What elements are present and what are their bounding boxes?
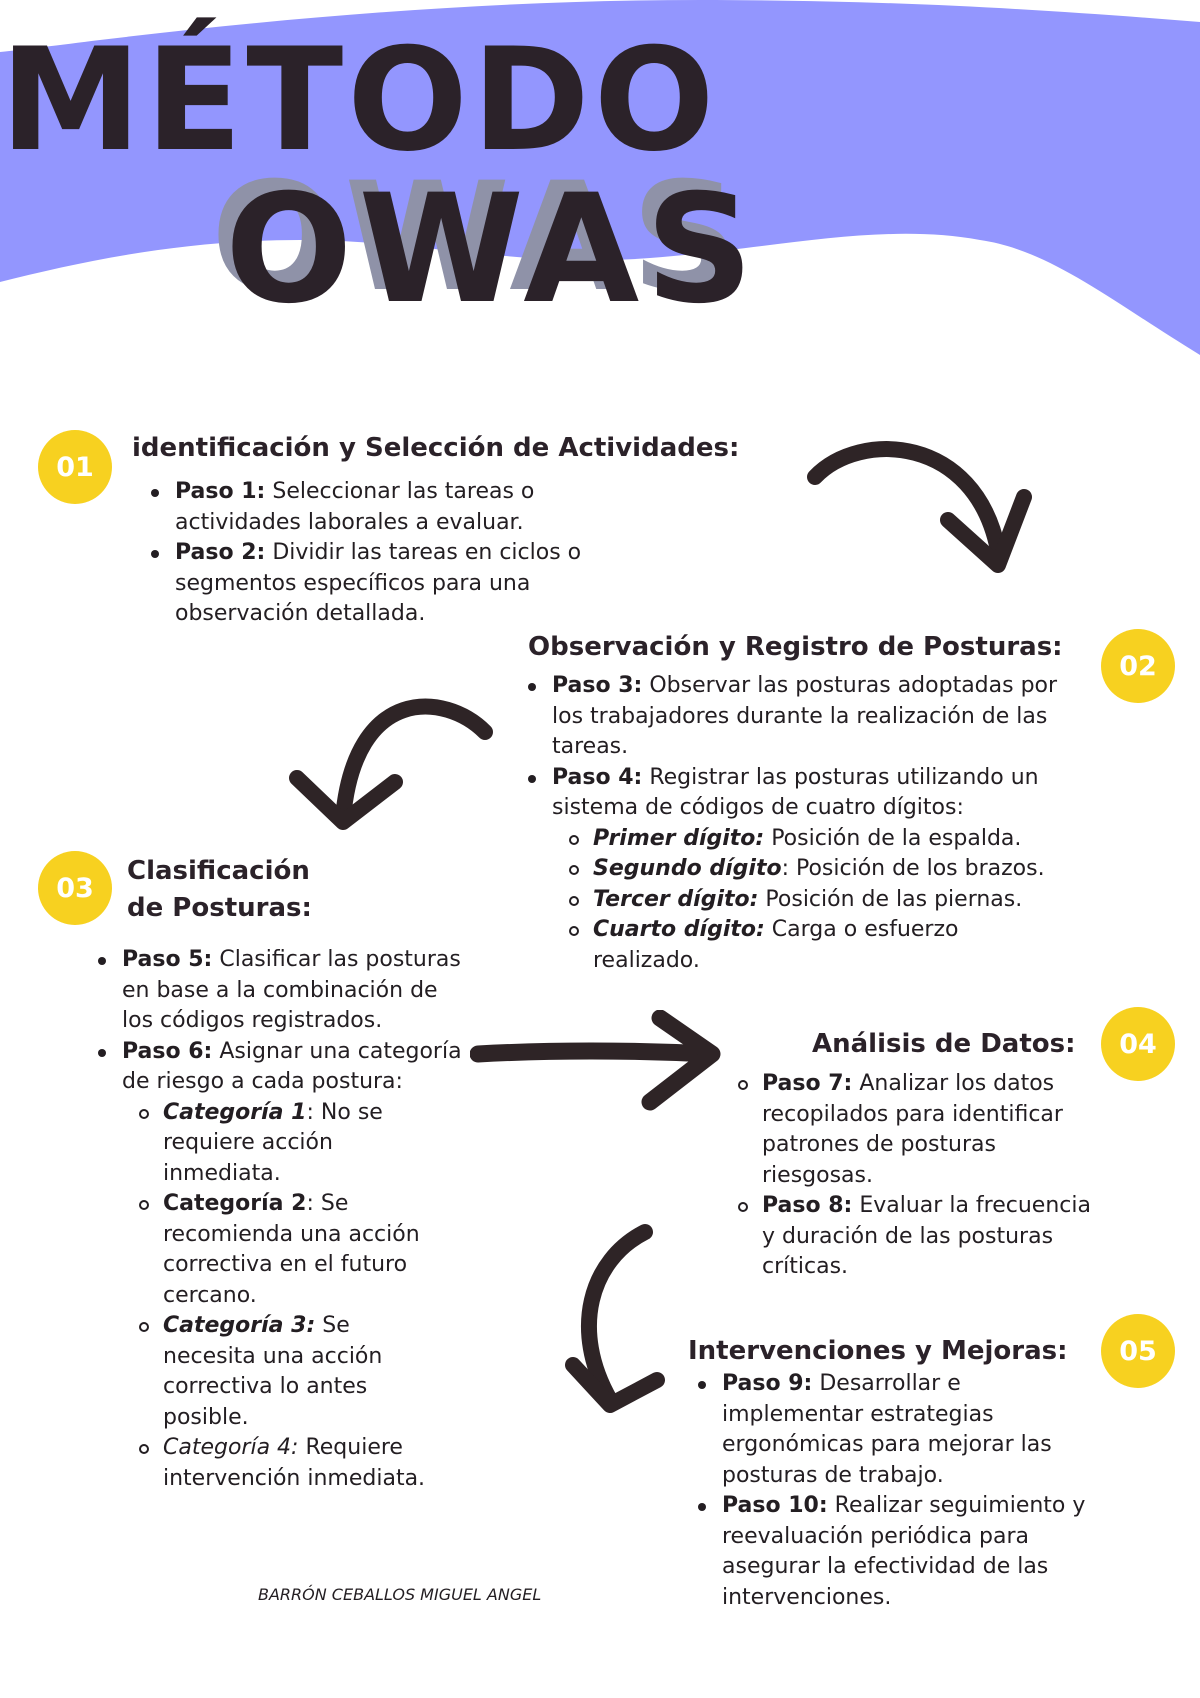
list-item: Paso 6: Asignar una categoría de riesgo a cada postura: Categoría 1: No se requiere acción inmediata. Categoría 2: Se recomienda una acción correctiva en el futuro cercano. Categoría 3: Se necesita una acción correctiva lo antes posible. Categoría 4: Requiere intervención inmediata. bbox=[95, 1037, 475, 1495]
step-badge-03: 03 bbox=[38, 851, 112, 925]
list-item: Paso 4: Registrar las posturas utilizando un sistema de códigos de cuatro dígitos: Primer dígito: Posición de la espalda. Segundo dígito: Posición de los brazos. Tercer dígito: Posición de las piernas. Cuarto dígito: Carga o esfuerzo realizado. bbox=[525, 763, 1085, 977]
step-badge-02: 02 bbox=[1101, 629, 1175, 703]
title-line-2: OWAS bbox=[225, 163, 760, 337]
sub-list-item: Cuarto dígito: Carga o esfuerzo realizado. bbox=[566, 915, 1085, 976]
list-item: Paso 5: Clasificar las posturas en base a la combinación de los códigos registrados. bbox=[95, 945, 475, 1037]
curved-arrow-icon bbox=[285, 690, 495, 840]
sub-list-item: Categoría 3: Se necesita una acción correctiva lo antes posible. bbox=[136, 1311, 435, 1433]
list-item: Paso 7: Analizar los datos recopilados para identificar patrones de posturas riesgosas. bbox=[735, 1069, 1110, 1191]
section-heading-03-line1: Clasificación bbox=[127, 856, 310, 886]
list-item: Paso 1: Seleccionar las tareas o actividades laborales a evaluar. bbox=[148, 477, 618, 538]
sub-list-item: Tercer dígito: Posición de las piernas. bbox=[566, 885, 1085, 916]
sub-list-item: Segundo dígito: Posición de los brazos. bbox=[566, 854, 1085, 885]
section-heading-03-line2: de Posturas: bbox=[127, 893, 312, 923]
list-item: Paso 10: Realizar seguimiento y reevaluación periódica para asegurar la efectividad de las intervenciones. bbox=[695, 1491, 1095, 1613]
sub-list-item: Categoría 2: Se recomienda una acción correctiva en el futuro cercano. bbox=[136, 1189, 435, 1311]
list-item: Paso 3: Observar las posturas adoptadas por los trabajadores durante la realización de las tareas. bbox=[525, 671, 1085, 763]
section-body-03 bbox=[95, 945, 475, 1494]
section-heading-05: Intervenciones y Mejoras: bbox=[688, 1336, 1068, 1366]
section-heading-02: Observación y Registro de Posturas: bbox=[528, 632, 1063, 662]
section-heading-04: Análisis de Datos: bbox=[812, 1029, 1076, 1059]
step-badge-05: 05 bbox=[1101, 1314, 1175, 1388]
list-item: Paso 9: Desarrollar e implementar estrategias ergonómicas para mejorar las posturas de trabajo. bbox=[695, 1369, 1095, 1491]
straight-arrow-icon bbox=[470, 1010, 730, 1120]
step-badge-04: 04 bbox=[1101, 1007, 1175, 1081]
list-item: Paso 8: Evaluar la frecuencia y duración de las posturas críticas. bbox=[735, 1191, 1110, 1283]
curved-arrow-icon bbox=[800, 425, 1040, 595]
section-body-04 bbox=[735, 1069, 1110, 1283]
section-body-02 bbox=[525, 671, 1085, 976]
title-line-1: MÉTODO bbox=[0, 18, 719, 183]
section-body-01 bbox=[148, 477, 618, 630]
list-item: Paso 2: Dividir las tareas en ciclos o segmentos específicos para una observación detallada. bbox=[148, 538, 618, 630]
author-name: BARRÓN CEBALLOS MIGUEL ANGEL bbox=[258, 1585, 542, 1604]
section-heading-01: identificación y Selección de Actividades: bbox=[132, 433, 740, 463]
sub-list-item: Categoría 1: No se requiere acción inmediata. bbox=[136, 1098, 435, 1190]
curved-arrow-icon bbox=[565, 1220, 685, 1420]
sub-list-item: Categoría 4: Requiere intervención inmediata. bbox=[136, 1433, 435, 1494]
section-body-05 bbox=[695, 1369, 1095, 1613]
sub-list-item: Primer dígito: Posición de la espalda. bbox=[566, 824, 1085, 855]
step-badge-01: 01 bbox=[38, 430, 112, 504]
